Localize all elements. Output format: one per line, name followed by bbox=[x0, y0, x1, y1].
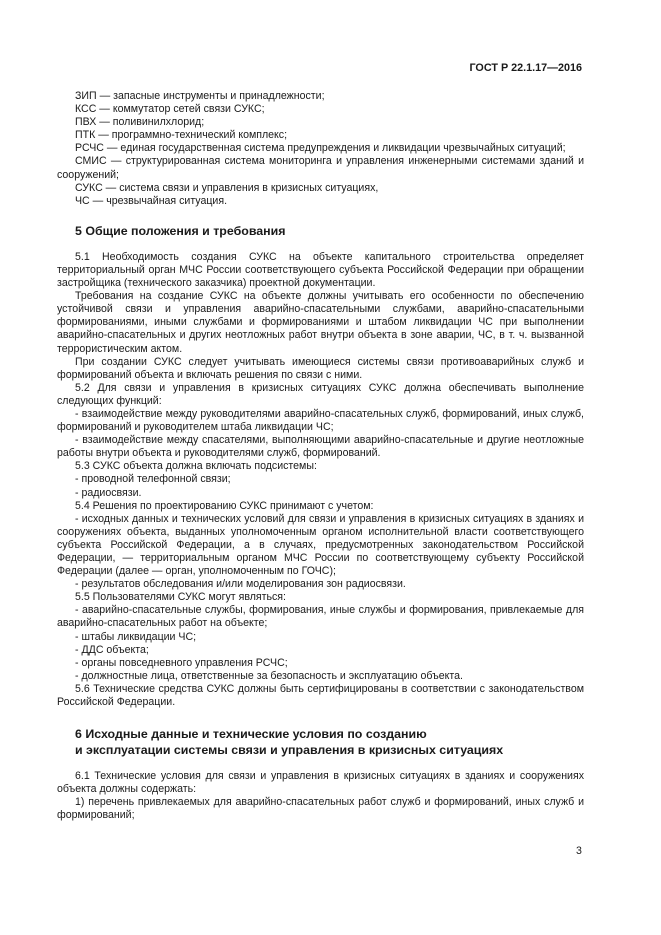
list-item: - аварийно-спасательные службы, формирования, иные службы и формирования, привлекаемые для аварийно-спасательных работ на объекте; bbox=[57, 604, 584, 630]
section-6-heading-line-2: и эксплуатации системы связи и управления в кризисных ситуациях bbox=[75, 742, 504, 757]
document-standard-number: ГОСТ Р 22.1.17—2016 bbox=[469, 62, 582, 74]
list-item: - ДДС объекта; bbox=[75, 643, 149, 656]
paragraph: 6.1 Технические условия для связи и управления в кризисных ситуациях в зданиях и сооружениях объекта должны содержать: bbox=[57, 770, 584, 796]
abbreviation-item: СУКС — система связи и управления в кризисных ситуациях, bbox=[75, 181, 379, 194]
paragraph: 5.2 Для связи и управления в кризисных ситуациях СУКС должна обеспечивать выполнение следующих функций: bbox=[57, 381, 584, 407]
paragraph: При создании СУКС следует учитывать имеющиеся системы связи противоаварийных служб и формирований объекта и включать решения по связи с ними. bbox=[57, 355, 584, 381]
section-6-heading bbox=[75, 727, 584, 758]
section-6-heading-line-1: 6 Исходные данные и технические условия по созданию bbox=[75, 727, 427, 742]
list-item: - штабы ликвидации ЧС; bbox=[75, 630, 197, 643]
section-5-heading: 5 Общие положения и требования bbox=[75, 223, 286, 238]
list-item: - взаимодействие между спасателями, выполняющими аварийно-спасательные и другие неотложные работы внутри объекта и руководителями служб, формирований. bbox=[57, 434, 584, 460]
list-item: - взаимодействие между руководителями аварийно-спасательных служб, формирований, иных служб, формирований и руководителем штаба ликвидации ЧС; bbox=[57, 407, 584, 434]
abbreviation-item: ПВХ — поливинилхлорид; bbox=[75, 116, 205, 129]
section-5-body bbox=[57, 251, 584, 709]
paragraph: 5.5 Пользователями СУКС могут являться: bbox=[75, 591, 286, 604]
abbreviation-item: РСЧС — единая государственная система предупреждения и ликвидации чрезвычайных ситуаций; bbox=[75, 142, 566, 155]
abbreviation-item: СМИС — структурированная система мониторинга и управления инженерными системами зданий и сооружений; bbox=[57, 155, 584, 181]
page-content bbox=[57, 90, 584, 823]
list-item: 1) перечень привлекаемых для аварийно-спасательных работ служб и формирований, иных служб и формирований; bbox=[57, 796, 584, 822]
section-6-body bbox=[57, 770, 584, 822]
page-number: 3 bbox=[576, 845, 582, 857]
abbreviation-item: ПТК — программно-технический комплекс; bbox=[75, 129, 288, 142]
paragraph: 5.3 СУКС объекта должна включать подсистемы: bbox=[75, 460, 317, 473]
abbreviation-item: ЗИП — запасные инструменты и принадлежности; bbox=[75, 90, 325, 102]
list-item: - должностные лица, ответственные за безопасность и эксплуатацию объекта. bbox=[75, 669, 463, 682]
abbreviation-item: ЧС — чрезвычайная ситуация. bbox=[75, 194, 228, 207]
paragraph: 5.4 Решения по проектированию СУКС принимают с учетом: bbox=[75, 499, 374, 512]
paragraph: Требования на создание СУКС на объекте должны учитывать его особенности по обеспечению устойчивой связи и управления аварийно-спасательными службами, аварийно-спасательными формированиями, иными службами и формированиями и штабом ликвидации ЧС при выполнении аварийно-спасательных и других неотложных работ внутри объекта в зоне аварии, ЧС, в т. ч. вызванной террористическим актом. bbox=[57, 290, 584, 355]
list-item: - органы повседневного управления РСЧС; bbox=[75, 656, 288, 669]
list-item: - радиосвязи. bbox=[75, 486, 142, 499]
abbreviations-list bbox=[57, 90, 584, 208]
paragraph: 5.1 Необходимость создания СУКС на объекте капитального строительства определяет территориальный орган МЧС России соответствующего субъекта Российской Федерации при обращении застройщика (технического заказчика) проектной документации. bbox=[57, 250, 584, 290]
abbreviation-item: КСС — коммутатор сетей связи СУКС; bbox=[75, 103, 265, 116]
list-item: - проводной телефонной связи; bbox=[75, 473, 231, 486]
paragraph: 5.6 Технические средства СУКС должны быть сертифицированы в соответствии с законодательством Российской Федерации. bbox=[57, 682, 584, 709]
list-item: - исходных данных и технических условий для связи и управления в кризисных ситуациях в зданиях и сооружениях объекта, выданных уполномоченным органом исполнительной власти соответствующего субъекта Российской Федерации, а в случаях, предусмотренных законодательством Российской Федерации, — территориальным органом МЧС России по соответствующему субъекту Российской Федерации (далее — орган, уполномоченным по ГОЧС); bbox=[57, 512, 584, 578]
list-item: - результатов обследования и/или моделирования зон радиосвязи. bbox=[75, 578, 406, 591]
